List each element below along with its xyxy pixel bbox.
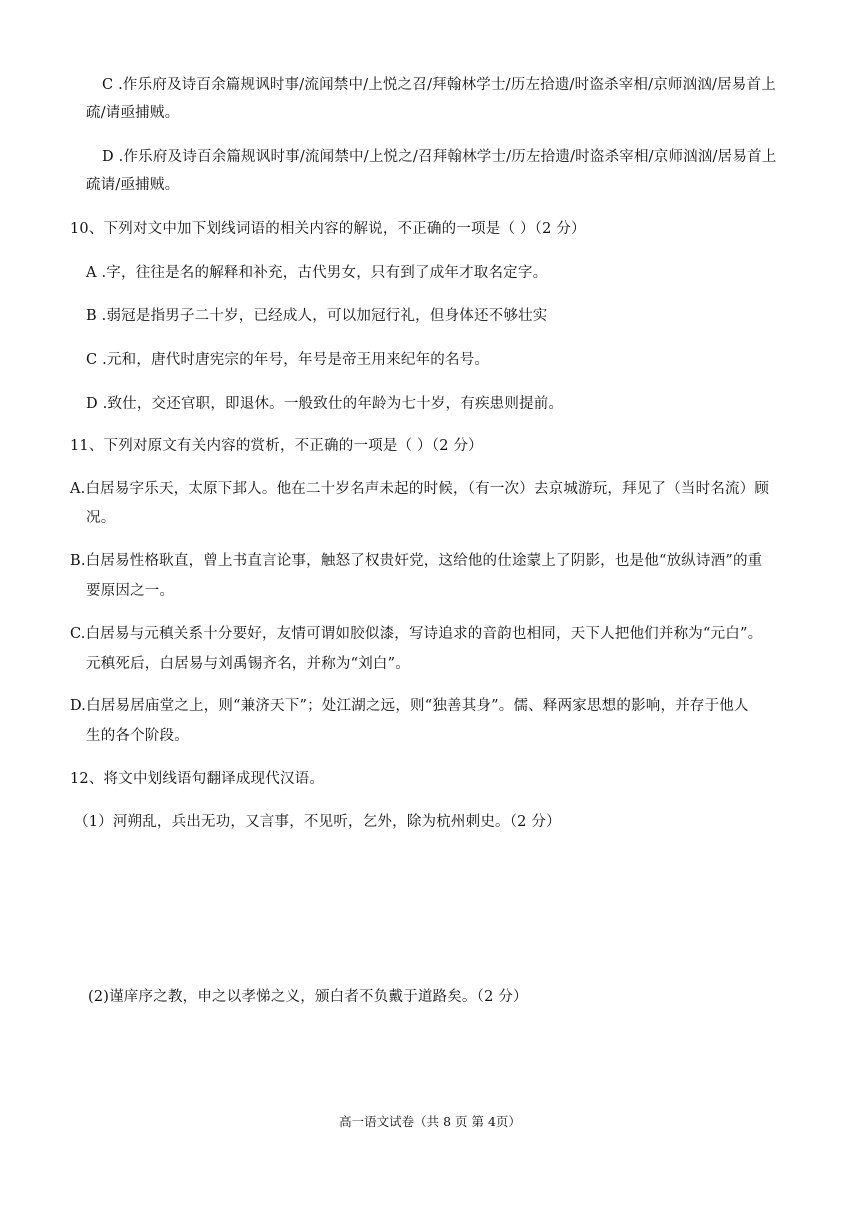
q11-option-a-line1: A.白居易字乐天，太原下邽人。他在二十岁名声未起的时候，（有一次）去京城游玩，拜见了（当时名流）顾 [70, 481, 770, 497]
q9-option-d-line2: 疏请/亟捕贼。 [86, 177, 180, 193]
q11-option-b-line1: B.白居易性格耿直，曾上书直言论事，触怒了权贵奸党，这给他的仕途蒙上了阴影，也是他“放纵诗酒”的重 [70, 553, 763, 569]
q11-option-c-line2: 元稹死后，白居易与刘禹锡齐名，并称为“刘白”。 [86, 656, 410, 672]
q11-option-d-line1: D.白居易居庙堂之上，则“兼济天下”；处江湖之远，则“独善其身”。儒、释两家思想的影响，并存于他人 [70, 698, 749, 714]
q11-option-d-line2: 生的各个阶段。 [86, 728, 189, 744]
q10-option-a: A .字，往往是名的解释和补充，古代男女，只有到了成年才取名定字。 [86, 265, 548, 281]
q12-item-1: （1）河朔乱，兵出无功，又言事，不见听，乞外，除为杭州刺史。（2 分） [74, 814, 561, 830]
q9-option-c-line2: 疏/请亟捕贼。 [86, 105, 180, 121]
q9-option-d-line1: D .作乐府及诗百余篇规讽时事/流闻禁中/上悦之/召拜翰林学士/历左拾遗/时盗杀宰相/京师汹汹/居易首上 [102, 149, 777, 165]
q10-stem: 10、下列对文中加下划线词语的相关内容的解说，不正确的一项是（ ）（2 分） [70, 221, 586, 237]
q10-option-d: D .致仕，交还官职，即退休。一般致仕的年龄为七十岁，有疾患则提前。 [86, 396, 564, 412]
q10-option-b: B .弱冠是指男子二十岁，已经成人，可以加冠行礼，但身体还不够壮实 [86, 308, 548, 324]
q12-stem: 12、将文中划线语句翻译成现代汉语。 [70, 771, 325, 787]
page-footer: 高一语文试卷（共 8 页 第 4页） [339, 1114, 521, 1129]
q11-stem: 11、下列对原文有关内容的赏析，不正确的一项是（ ）（2 分） [70, 438, 483, 454]
q11-option-a-line2: 况。 [86, 510, 116, 526]
q10-option-c: C .元和，唐代时唐宪宗的年号，年号是帝王用来纪年的名号。 [86, 352, 490, 368]
q11-option-c-line1: C.白居易与元稹关系十分要好，友情可谓如胶似漆，写诗追求的音韵也相同，天下人把他们并称为“元白”。 [70, 626, 763, 642]
q12-item-2: (2)谨庠序之教，申之以孝悌之义，颁白者不负戴于道路矣。（2 分） [88, 989, 528, 1005]
q11-option-b-line2: 要原因之一。 [86, 583, 175, 599]
q9-option-c-line1: C .作乐府及诗百余篇规讽时事/流闻禁中/上悦之召/拜翰林学士/历左拾遗/时盗杀宰相/京师汹汹/居易首上 [102, 77, 776, 93]
